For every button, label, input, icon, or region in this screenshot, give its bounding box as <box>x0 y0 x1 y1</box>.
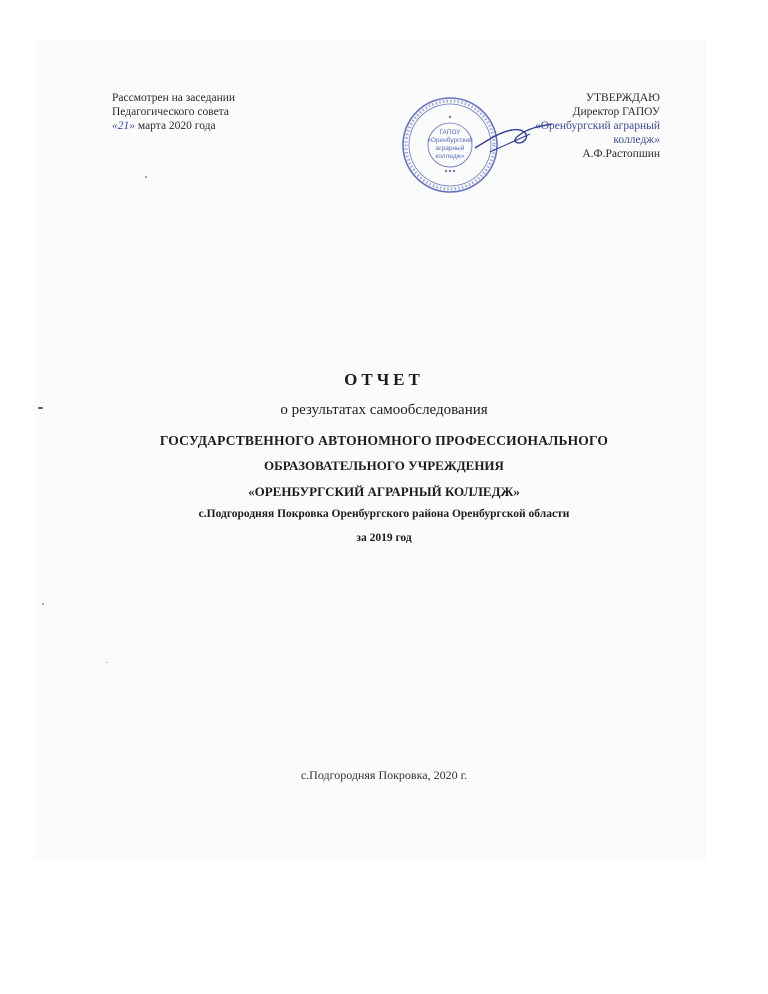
org-name-line-2: ОБРАЗОВАТЕЛЬНОГО УЧРЕЖДЕНИЯ <box>264 458 504 473</box>
seal-text-1: ГАПОУ <box>439 129 461 136</box>
seal-text-2: «Оренбургский <box>427 137 473 144</box>
council-line-1: Рассмотрен на заседании <box>112 92 236 104</box>
handwritten-day: «21» <box>112 120 135 132</box>
scan-speck <box>38 407 43 409</box>
seal-text-4: колледж» <box>435 153 465 160</box>
approve-heading: УТВЕРЖДАЮ <box>585 92 660 104</box>
director-name: А.Ф.Растопшин <box>582 148 660 160</box>
report-title: ОТЧЕТ <box>344 370 424 389</box>
org-name-line-1: ГОСУДАРСТВЕННОГО АВТОНОМНОГО ПРОФЕССИОНАЛЬНОГО <box>159 433 609 448</box>
council-approval-note <box>112 91 312 133</box>
scan-speck <box>106 662 108 663</box>
report-period: за 2019 год <box>356 532 412 544</box>
director-approval <box>520 91 660 161</box>
council-line-2: Педагогического совета <box>112 106 229 118</box>
seal-text-3: аграрный <box>435 145 465 152</box>
scan-speck <box>145 176 147 178</box>
college-name-small: «Оренбургский аграрный колледж» <box>534 120 660 146</box>
director-title: Директор ГАПОУ <box>572 106 660 118</box>
document-page <box>34 40 706 862</box>
org-name-line-3: «ОРЕНБУРГСКИЙ АГРАРНЫЙ КОЛЛЕДЖ» <box>248 484 520 499</box>
report-subtitle: о результатах самообследования <box>280 402 488 418</box>
footer-place-year: с.Подгородняя Покровка, 2020 г. <box>300 768 468 782</box>
scan-speck <box>42 603 44 605</box>
org-location: с.Подгородняя Покровка Оренбургского района Оренбургской области <box>198 508 570 520</box>
council-date <box>112 119 312 133</box>
council-date-rest: марта 2020 года <box>137 120 216 132</box>
